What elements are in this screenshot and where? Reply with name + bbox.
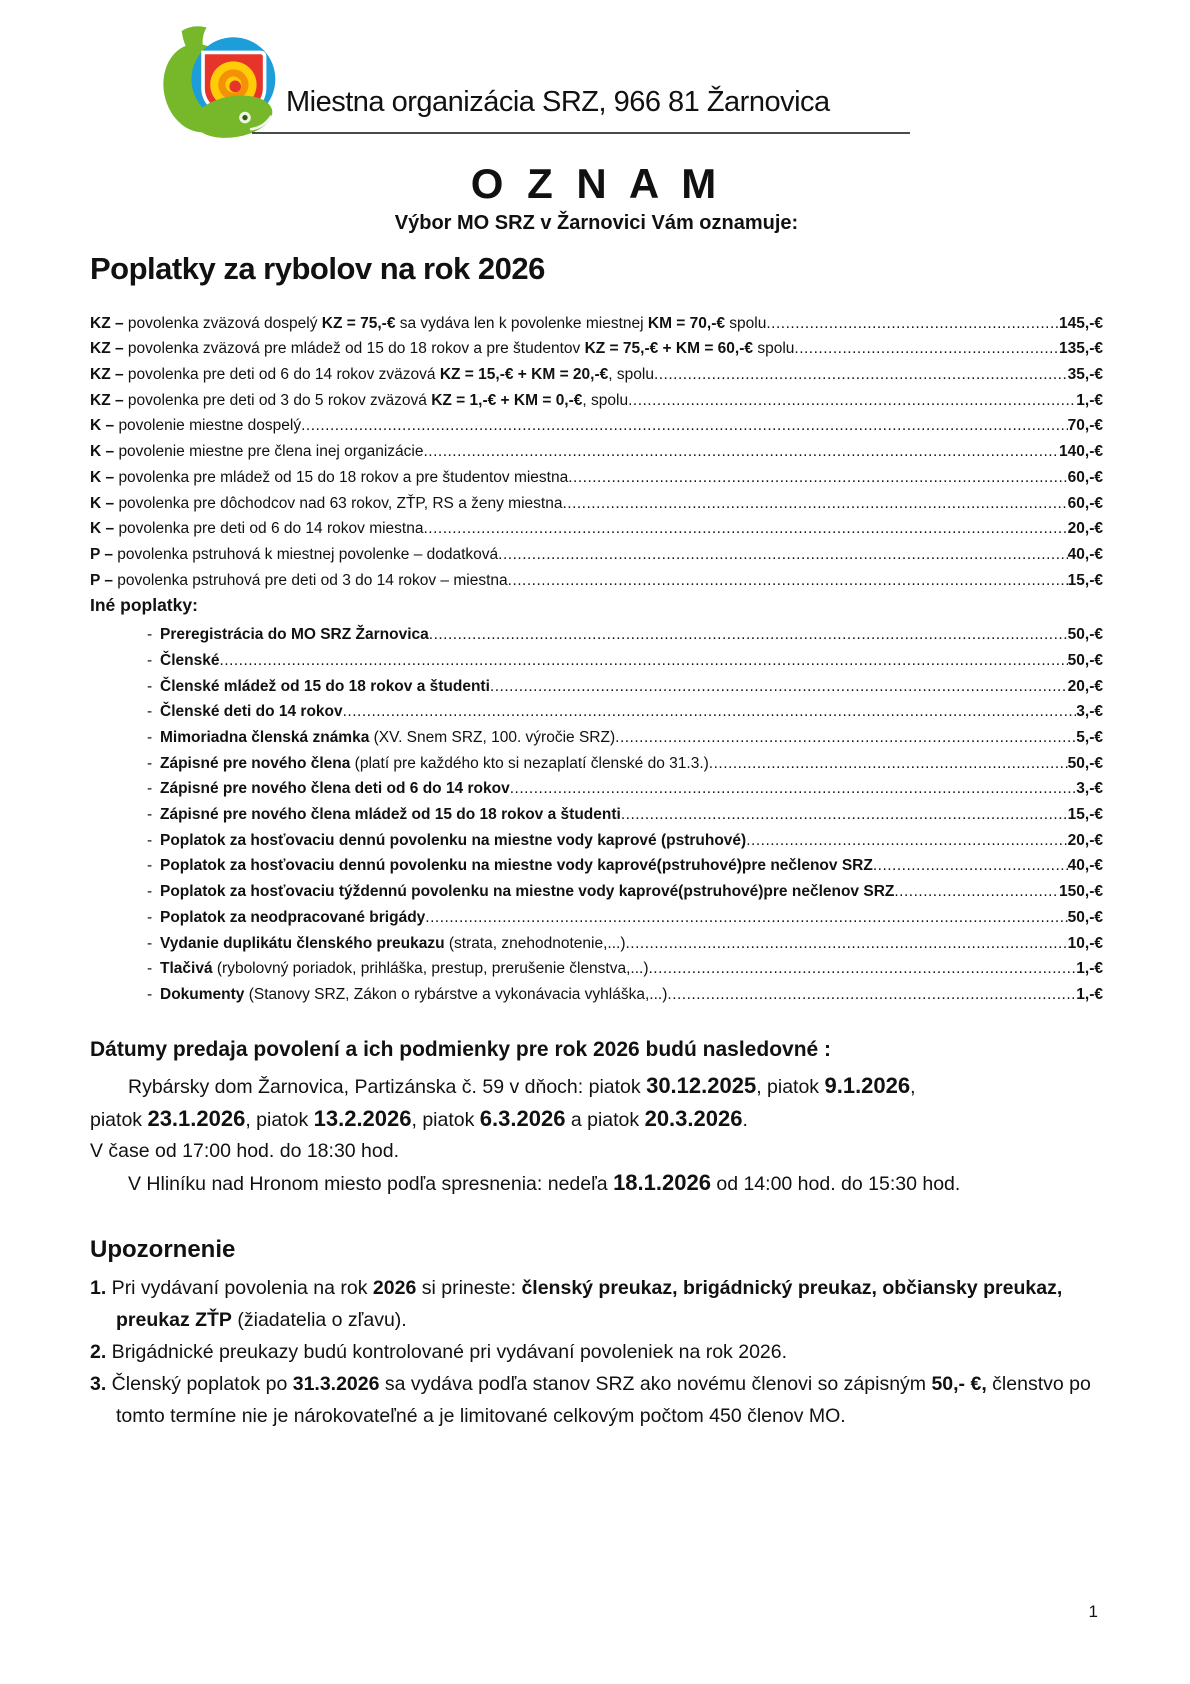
- fee-row: [90, 410, 1103, 436]
- fee-description: [90, 469, 568, 487]
- fee-description: [90, 417, 301, 435]
- date-line: [90, 1136, 1103, 1167]
- fee-row: [90, 978, 1103, 1004]
- text-segment: 2026: [372, 1276, 417, 1299]
- text-segment: .: [742, 1108, 748, 1131]
- text-segment: (žiadatelia o zľavu).: [231, 1308, 407, 1331]
- text-segment: Brigádnické preukazy budú kontrolované pri vydávaní povoleniek na rok 2026.: [106, 1340, 788, 1363]
- text-segment: povolenka pre deti od 3 do 5 rokov zväzová: [127, 391, 432, 409]
- dot-leader: [873, 857, 1068, 875]
- text-segment: KZ = 15,-€ + KM = 20,-€: [439, 366, 609, 384]
- fee-description: [90, 315, 766, 333]
- text-segment: , spolu: [608, 366, 654, 384]
- text-segment: V Hliníku nad Hronom miesto podľa spresnenia: nedeľa: [128, 1172, 614, 1195]
- dot-leader: [301, 417, 1068, 435]
- text-segment: Zápisné pre nového člena: [160, 754, 351, 772]
- text-segment: 3.: [90, 1372, 107, 1395]
- text-segment: KM = 70,-€: [647, 314, 725, 332]
- text-segment: K –: [90, 417, 119, 435]
- fee-amount: 40,-€: [1067, 857, 1103, 875]
- text-segment: KZ = 1,-€ + KM = 0,-€: [431, 391, 583, 409]
- fee-amount: 70,-€: [1067, 417, 1103, 435]
- fee-amount: 15,-€: [1067, 571, 1103, 589]
- srz-fish-logo-icon: [162, 18, 278, 144]
- text-segment: Zápisné pre nového člena mládež od 15 do 18 rokov a študenti: [160, 806, 621, 824]
- text-segment: (strata, znehodnotenie,...): [444, 934, 626, 952]
- fee-amount: 1,-€: [1076, 960, 1103, 978]
- text-segment: povolenka zväzová pre mládež od 15 do 18 rokov a pre študentov: [127, 340, 585, 358]
- fee-amount: 50,-€: [1067, 754, 1103, 772]
- fee-amount: 20,-€: [1067, 677, 1103, 695]
- text-segment: Poplatok za hosťovaciu dennú povolenku na miestne vody kaprové (pstruhové): [160, 831, 747, 849]
- fee-description: [160, 832, 746, 850]
- dot-leader: [625, 935, 1067, 953]
- text-segment: 31.3.2026: [292, 1372, 380, 1395]
- text-segment: povolenie miestne dospelý: [118, 417, 302, 435]
- fee-row: [90, 798, 1103, 824]
- dot-leader: [510, 780, 1077, 798]
- dash-bullet: -: [147, 651, 153, 669]
- text-segment: 18.1.2026: [613, 1169, 711, 1195]
- text-segment: (XV. Snem SRZ, 100. výročie SRZ): [369, 729, 616, 746]
- dot-leader: [425, 909, 1067, 927]
- fee-amount: 60,-€: [1067, 494, 1103, 512]
- fee-row: [90, 487, 1103, 513]
- fee-amount: 60,-€: [1067, 468, 1103, 486]
- text-segment: V čase od 17:00 hod. do 18:30 hod.: [90, 1139, 400, 1162]
- text-segment: spolu: [753, 340, 795, 358]
- fee-description: [160, 703, 343, 721]
- fee-description: [160, 806, 621, 824]
- notice-item: [90, 1272, 1103, 1336]
- fee-amount: 40,-€: [1067, 545, 1103, 563]
- fee-amount: 15,-€: [1067, 806, 1103, 824]
- text-segment: P –: [90, 545, 118, 563]
- fee-row: [90, 644, 1103, 670]
- fee-amount: 1,-€: [1076, 391, 1103, 409]
- notice-heading: Upozornenie: [90, 1235, 236, 1263]
- text-segment: sa vydáva podľa stanov SRZ ako novému členovi so zápisným: [379, 1372, 932, 1395]
- dot-leader: [621, 806, 1068, 824]
- text-segment: povolenka pre mládež od 15 do 18 rokov a pre študentov miestna: [118, 468, 569, 486]
- dates-heading: Dátumy predaja povolení a ich podmienky pre rok 2026 budú nasledovné :: [90, 1037, 832, 1061]
- text-segment: Mimoriadna členská známka: [160, 729, 370, 746]
- dot-leader: [709, 755, 1068, 773]
- text-segment: povolenka zväzová dospelý: [127, 314, 322, 332]
- text-segment: KZ –: [90, 314, 128, 332]
- fee-row: [90, 927, 1103, 953]
- fee-amount: 50,-€: [1067, 651, 1103, 669]
- fee-description: [160, 883, 894, 901]
- fee-amount: 1,-€: [1076, 985, 1103, 1003]
- text-segment: Poplatok za neodpracované brigády: [160, 908, 426, 926]
- fee-row: [90, 513, 1103, 539]
- dash-bullet: -: [147, 806, 153, 824]
- page-title: O Z N A M: [470, 160, 723, 207]
- dash-bullet: -: [147, 883, 153, 901]
- text-segment: Pri vydávaní povolenia na rok: [106, 1276, 373, 1299]
- dot-leader: [794, 340, 1059, 358]
- text-segment: piatok: [90, 1108, 148, 1131]
- notice-item: [90, 1336, 1103, 1368]
- fee-amount: 140,-€: [1059, 443, 1103, 461]
- dot-leader: [423, 443, 1059, 461]
- fee-description: [90, 546, 498, 564]
- dot-leader: [423, 520, 1067, 538]
- text-segment: KZ –: [90, 340, 128, 358]
- dot-leader: [219, 652, 1067, 670]
- text-segment: , piatok: [756, 1075, 825, 1098]
- dash-bullet: -: [147, 754, 153, 772]
- fee-amount: 20,-€: [1067, 831, 1103, 849]
- dot-leader: [490, 678, 1068, 696]
- fee-row: [90, 670, 1103, 696]
- fee-amount: 3,-€: [1076, 780, 1103, 798]
- fee-row: [90, 619, 1103, 645]
- fee-description: [160, 780, 510, 798]
- text-segment: 13.2.2026: [313, 1105, 412, 1131]
- dash-bullet: -: [147, 831, 153, 849]
- date-line: [90, 1103, 1103, 1136]
- fee-row: [90, 384, 1103, 410]
- text-segment: Členský poplatok po: [106, 1372, 293, 1395]
- dates-block: [90, 1070, 1103, 1200]
- fee-description: [90, 520, 423, 538]
- page-subtitle: Výbor MO SRZ v Žarnovici Vám oznamuje:: [394, 212, 799, 234]
- fee-row: [90, 747, 1103, 773]
- text-segment: 23.1.2026: [147, 1105, 246, 1131]
- dot-leader: [615, 729, 1076, 747]
- document-header: [90, 16, 1103, 152]
- text-segment: Preregistrácia do MO SRZ Žarnovica: [160, 626, 429, 644]
- text-segment: (rybolovný poriadok, prihláška, prestup, prerušenie členstva,...): [212, 960, 649, 978]
- text-segment: ,: [910, 1075, 916, 1098]
- text-segment: 2.: [90, 1340, 107, 1363]
- dot-leader: [562, 495, 1067, 513]
- fee-row: [90, 358, 1103, 384]
- text-segment: 50,- €,: [931, 1372, 987, 1395]
- text-segment: KZ –: [90, 366, 128, 384]
- other-fee-list: [90, 619, 1103, 1004]
- text-segment: Vydanie duplikátu členského preukazu: [160, 934, 445, 952]
- dash-bullet: -: [147, 703, 153, 721]
- text-segment: P –: [90, 571, 118, 589]
- text-segment: Zápisné pre nového člena deti od 6 do 14 rokov: [160, 780, 510, 798]
- text-segment: a piatok: [565, 1108, 645, 1131]
- text-segment: Rybársky dom Žarnovica, Partizánska č. 59 v dňoch: piatok: [128, 1075, 647, 1098]
- fee-description: [90, 392, 628, 410]
- dash-bullet: -: [147, 857, 153, 875]
- fee-row: [90, 435, 1103, 461]
- fee-description: [90, 366, 654, 384]
- fee-row: [90, 538, 1103, 564]
- text-segment: 20.3.2026: [644, 1105, 743, 1131]
- fee-description: [160, 729, 615, 747]
- dash-bullet: -: [147, 780, 153, 798]
- dot-leader: [429, 626, 1068, 644]
- fee-amount: 20,-€: [1067, 520, 1103, 538]
- fee-row: [90, 901, 1103, 927]
- other-fees-title: Iné poplatky:: [90, 594, 198, 615]
- text-segment: K –: [90, 494, 119, 512]
- dot-leader: [649, 960, 1077, 978]
- text-segment: Členské mládež od 15 do 18 rokov a študenti: [160, 677, 490, 695]
- text-segment: 1.: [90, 1276, 107, 1299]
- fee-row: [90, 696, 1103, 722]
- text-segment: (Stanovy SRZ, Zákon o rybárstve a vykonávacia vyhláška,...): [244, 985, 668, 1003]
- fee-description: [160, 909, 425, 927]
- text-segment: povolenka pre dôchodcov nad 63 rokov, ZŤP, RS a ženy miestna: [118, 494, 563, 512]
- fee-row: [90, 875, 1103, 901]
- fee-row: [90, 721, 1103, 747]
- fee-description: [160, 626, 429, 644]
- dash-bullet: -: [147, 626, 153, 644]
- fee-amount: 10,-€: [1067, 934, 1103, 952]
- fee-description: [160, 960, 649, 978]
- text-segment: Členské: [160, 651, 220, 669]
- text-segment: 6.3.2026: [479, 1105, 566, 1131]
- text-segment: povolenka pre deti od 6 do 14 rokov miestna: [118, 520, 424, 538]
- dash-bullet: -: [147, 908, 153, 926]
- fee-amount: 50,-€: [1067, 626, 1103, 644]
- fee-amount: 135,-€: [1059, 340, 1103, 358]
- dash-bullet: -: [147, 960, 153, 978]
- text-segment: spolu: [725, 314, 767, 332]
- dot-leader: [667, 986, 1076, 1004]
- org-name: Miestna organizácia SRZ, 966 81 Žarnovica: [286, 86, 830, 118]
- dot-leader: [508, 572, 1068, 590]
- dash-bullet: -: [147, 934, 153, 952]
- text-segment: Poplatok za hosťovaciu týždennú povolenku na miestne vody kaprové(pstruhové)pre nečlenov SRZ: [160, 883, 895, 901]
- fee-description: [160, 678, 490, 696]
- text-segment: 30.12.2025: [646, 1072, 757, 1098]
- dash-bullet: -: [147, 985, 153, 1003]
- fee-description: [160, 755, 709, 773]
- text-segment: (platí pre každého kto si nezaplatí členské do 31.3.): [350, 754, 709, 772]
- text-segment: KZ = 75,-€: [321, 314, 396, 332]
- fee-row: [90, 824, 1103, 850]
- text-segment: KZ –: [90, 391, 128, 409]
- text-segment: od 14:00 hod. do 15:30 hod.: [710, 1172, 961, 1195]
- fee-list: [90, 307, 1103, 590]
- text-segment: povolenie miestne pre člena inej organizácie: [118, 443, 424, 461]
- date-line: [90, 1167, 1103, 1200]
- fee-row: [90, 564, 1103, 590]
- text-segment: si prineste:: [416, 1276, 522, 1299]
- text-segment: Členské deti do 14 rokov: [160, 703, 343, 721]
- fee-row: [90, 307, 1103, 333]
- fee-amount: 35,-€: [1067, 366, 1103, 384]
- text-segment: K –: [90, 443, 119, 461]
- fee-amount: 3,-€: [1076, 703, 1103, 721]
- fee-row: [90, 333, 1103, 359]
- dot-leader: [568, 469, 1067, 487]
- fee-amount: 150,-€: [1059, 883, 1103, 901]
- fee-amount: 5,-€: [1076, 729, 1103, 746]
- text-segment: , piatok: [411, 1108, 480, 1131]
- text-segment: K –: [90, 468, 119, 486]
- dot-leader: [628, 392, 1076, 410]
- fee-amount: 50,-€: [1067, 908, 1103, 926]
- fees-section-title: Poplatky za rybolov na rok 2026: [90, 251, 545, 286]
- fee-description: [90, 572, 508, 590]
- header-rule: [252, 132, 910, 134]
- fee-description: [160, 935, 625, 953]
- dot-leader: [343, 703, 1077, 721]
- fee-row: [90, 850, 1103, 876]
- date-line: [90, 1070, 1103, 1103]
- dash-bullet: -: [147, 729, 153, 746]
- text-segment: Tlačivá: [160, 960, 213, 978]
- fee-row: [90, 953, 1103, 979]
- fee-row: [90, 461, 1103, 487]
- text-segment: 9.1.2026: [824, 1072, 911, 1098]
- text-segment: , spolu: [582, 391, 629, 409]
- fee-amount: 145,-€: [1059, 314, 1103, 332]
- dot-leader: [766, 315, 1059, 333]
- text-segment: Poplatok za hosťovaciu dennú povolenku na miestne vody kaprové(pstruhové)pre nečlenov SRZ: [160, 857, 873, 875]
- text-segment: členstvo po tomto termíne nie je nárokovateľné a je limitované celkovým počtom 450 členov MO.: [116, 1372, 1091, 1427]
- text-segment: KZ = 75,-€ + KM = 60,-€: [584, 340, 754, 358]
- fee-row: [90, 773, 1103, 799]
- page-number: 1: [1088, 1602, 1098, 1621]
- fee-description: [160, 986, 667, 1004]
- text-segment: povolenka pstruhová k miestnej povolenke – dodatková: [117, 545, 499, 563]
- dot-leader: [498, 546, 1068, 564]
- dot-leader: [654, 366, 1068, 384]
- fee-description: [90, 443, 423, 461]
- fee-description: [90, 340, 794, 358]
- dot-leader: [746, 832, 1067, 850]
- fee-description: [90, 495, 562, 513]
- dash-bullet: -: [147, 677, 153, 695]
- fee-description: [160, 652, 219, 670]
- text-segment: povolenka pstruhová pre deti od 3 do 14 rokov – miestna: [117, 571, 508, 589]
- text-segment: povolenka pre deti od 6 do 14 rokov zväzová: [127, 366, 440, 384]
- text-segment: sa vydáva len k povolenke miestnej: [395, 314, 648, 332]
- notice-block: [90, 1272, 1103, 1432]
- text-segment: K –: [90, 520, 119, 538]
- notice-item: [90, 1368, 1103, 1432]
- dot-leader: [894, 883, 1059, 901]
- text-segment: členský preukaz, brigádnický preukaz, občiansky preukaz, preukaz ZŤP: [116, 1276, 1063, 1331]
- text-segment: , piatok: [245, 1108, 314, 1131]
- fee-description: [160, 857, 873, 875]
- text-segment: Dokumenty: [160, 985, 245, 1003]
